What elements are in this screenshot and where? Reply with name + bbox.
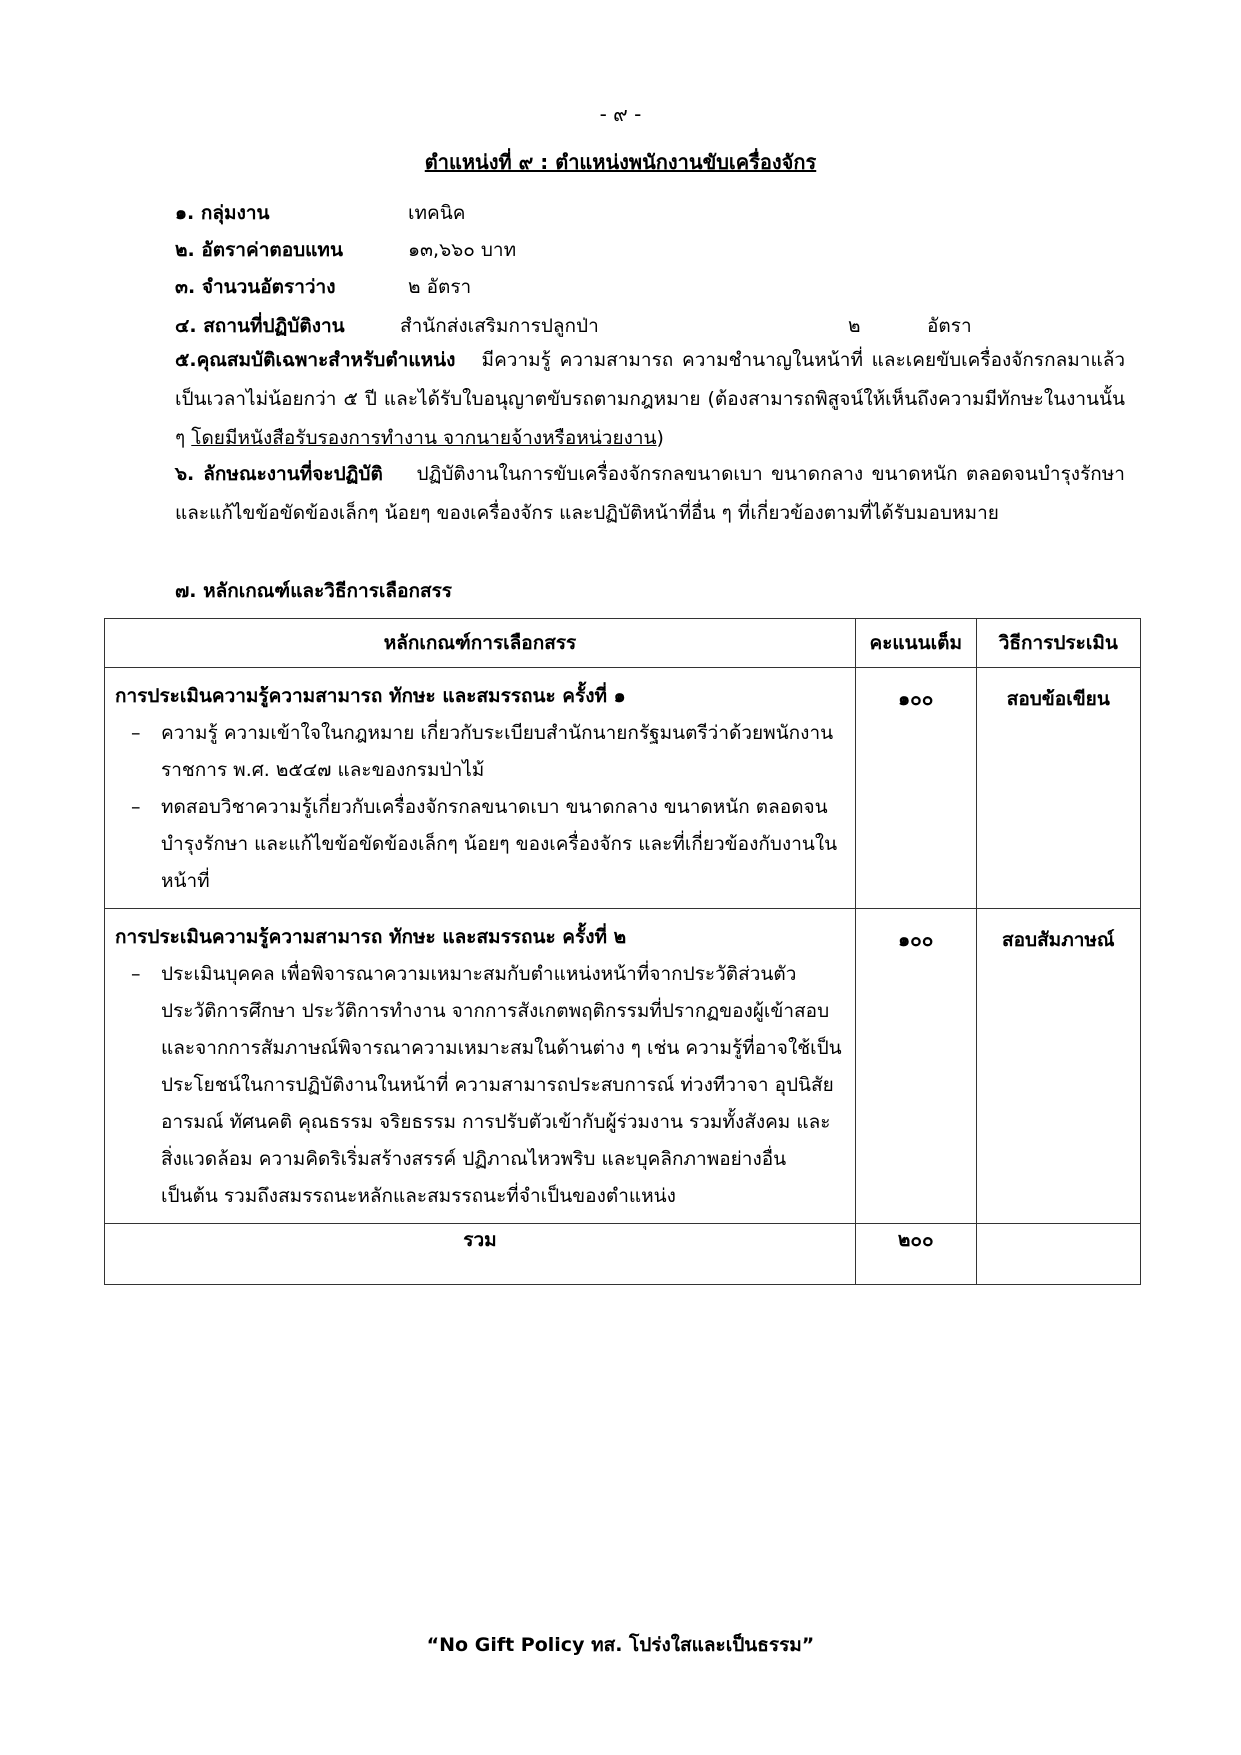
field-workplace-unit: อัตรา [927, 315, 972, 337]
table-header-row [105, 619, 1141, 668]
criteria-cell [105, 909, 856, 1224]
criteria-bullet [115, 789, 845, 900]
criteria-bullet [115, 956, 845, 1215]
field-value-workplace: สำนักส่งเสริมการปลูกป่า [400, 315, 599, 337]
qualification-label: ๕.คุณสมบัติเฉพาะสำหรับตำแหน่ง [175, 349, 456, 371]
header-full-score: คะแนนเต็ม [855, 619, 976, 668]
duties-paragraph [175, 455, 1125, 533]
total-label: รวม [105, 1224, 856, 1285]
field-workplace-count: ๒ [848, 315, 861, 337]
qualification-certificate-note: โดยมีหนังสือรับรองการทำงาน จากนายจ้างหรือหน่วยงาน [191, 427, 657, 449]
duties-text: ปฏิบัติงานในการขับเครื่องจักรกลขนาดเบา ขนาดกลาง ขนาดหนัก ตลอดจนบำรุงรักษา และแก้ไขข้อขัดข้องเล็กๆ น้อยๆ ของเครื่องจักร และปฏิบัติหน้าที่อื่น ๆ ที่เกี่ยวข้องตามที่ได้รับมอบหมาย [175, 463, 1125, 524]
page-number: - ๙ - [599, 102, 642, 126]
table-row [105, 668, 1141, 909]
total-method-empty [976, 1224, 1140, 1285]
dash-icon: – [131, 722, 141, 744]
qualification-text: มีความรู้ ความสามารถ ความชำนาญในหน้าที่ และเคยขับเครื่องจักรกลมาแล้วเป็นเวลาไม่น้อยกว่า ๕ ปี และได้รับใบอนุญาตขับรถตามกฎหมาย (ต้องสามารถพิสูจน์ให้เห็นถึงความมีทักษะในงานนั้น ๆ [175, 349, 1126, 449]
dash-icon: – [131, 796, 141, 818]
criteria-bullet-text: ความรู้ ความเข้าใจในกฎหมาย เกี่ยวกับระเบียบสำนักนายกรัฐมนตรีว่าด้วยพนักงานราชการ พ.ศ. ๒๕๔๗ และของกรมป่าไม้ [161, 722, 834, 781]
header-criteria: หลักเกณฑ์การเลือกสรร [105, 619, 856, 668]
criteria-cell [105, 668, 856, 909]
dash-icon: – [131, 963, 141, 985]
criteria-bullet-text: ประเมินบุคคล เพื่อพิจารณาความเหมาะสมกับตำแหน่งหน้าที่จากประวัติส่วนตัวประวัติการศึกษา ประวัติการทำงาน จากการสังเกตพฤติกรรมที่ปรากฏของผู้เข้าสอบและจากการสัมภาษณ์พิจารณาความเหมาะสมในด้านต่าง ๆ เช่น ความรู้ที่อาจใช้เป็นประโยชน์ในการปฏิบัติงานในหน้าที่ ความสามารถประสบการณ์ ท่วงทีวาจา อุปนิสัย อารมณ์ ทัศนคติ คุณธรรม จริยธรรม การปรับตัวเข้ากับผู้ร่วมงาน รวมทั้งสังคม และสิ่งแวดล้อม ความคิดริเริ่มสร้างสรรค์ ปฏิภาณไหวพริบ และบุคลิกภาพอย่างอื่น เป็นต้น รวมถึงสมรรถนะหลักและสมรรถนะที่จำเป็นของตำแหน่ง [161, 963, 842, 1207]
method-cell: สอบข้อเขียน [976, 668, 1140, 909]
selection-criteria-table [104, 618, 1141, 1285]
duties-label: ๖. ลักษณะงานที่จะปฏิบัติ [175, 463, 383, 485]
qualification-paragraph [175, 341, 1125, 458]
table-row [105, 909, 1141, 1224]
score-cell: ๑๐๐ [855, 668, 976, 909]
total-row [105, 1224, 1141, 1285]
score-cell: ๑๐๐ [855, 909, 976, 1224]
selection-heading: ๗. หลักเกณฑ์และวิธีการเลือกสรร [175, 580, 452, 602]
position-heading-text: ตำแหน่งที่ ๙ : ตำแหน่งพนักงานขับเครื่องจักร [424, 150, 817, 174]
criteria-bullet [115, 715, 845, 789]
method-cell: สอบสัมภาษณ์ [976, 909, 1140, 1224]
field-label-salary: ๒. อัตราค่าตอบแทน [175, 239, 343, 261]
criteria-title: การประเมินความรู้ความสามารถ ทักษะ และสมรรถนะ ครั้งที่ ๒ [115, 926, 627, 948]
field-value-group: เทคนิค [408, 202, 466, 224]
qualification-end: ) [656, 427, 664, 449]
criteria-title: การประเมินความรู้ความสามารถ ทักษะ และสมรรถนะ ครั้งที่ ๑ [115, 685, 626, 707]
field-value-vacancies: ๒ อัตรา [408, 276, 472, 298]
header-method: วิธีการประเมิน [976, 619, 1140, 668]
position-heading [0, 146, 1241, 178]
total-score: ๒๐๐ [855, 1224, 976, 1285]
field-value-salary: ๑๓,๖๖๐ บาท [408, 239, 517, 261]
field-label-workplace: ๔. สถานที่ปฏิบัติงาน [175, 315, 345, 337]
field-label-group: ๑. กลุ่มงาน [175, 202, 270, 224]
criteria-bullet-text: ทดสอบวิชาความรู้เกี่ยวกับเครื่องจักรกลขนาดเบา ขนาดกลาง ขนาดหนัก ตลอดจนบำรุงรักษา และแก้ไขข้อขัดข้องเล็กๆ น้อยๆ ของเครื่องจักร และที่เกี่ยวข้องกับงานในหน้าที่ [161, 796, 838, 892]
field-label-vacancies: ๓. จำนวนอัตราว่าง [175, 276, 336, 298]
footer-slogan: “No Gift Policy ทส. โปร่งใสและเป็นธรรม” [426, 1634, 815, 1656]
